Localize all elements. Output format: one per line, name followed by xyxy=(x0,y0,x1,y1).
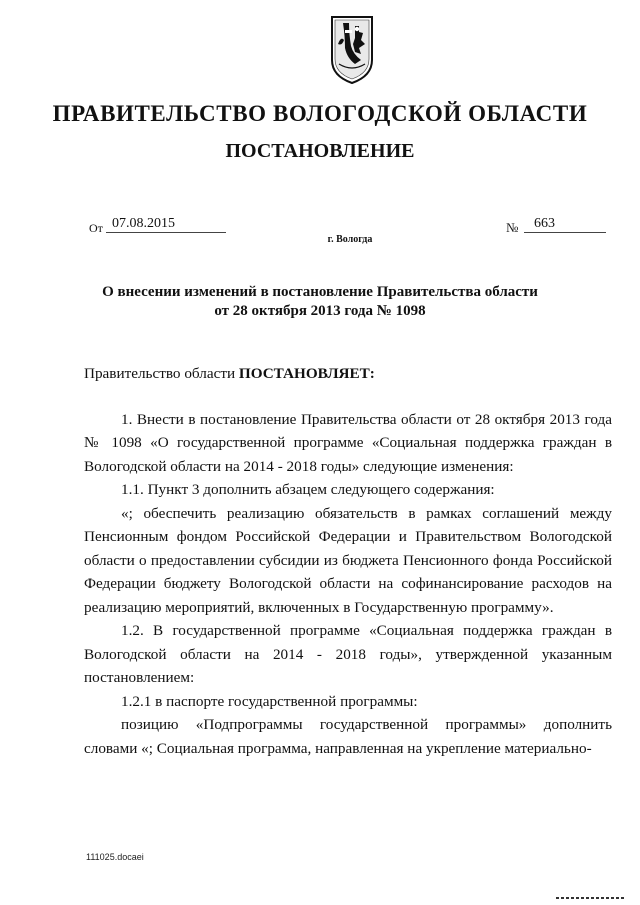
coat-of-arms-emblem xyxy=(329,14,375,86)
subject-line-2: от 28 октября 2013 года № 1098 xyxy=(214,303,426,319)
subject-line-1: О внесении изменений в постановление Правительства области xyxy=(102,284,538,300)
resolution-lead xyxy=(84,362,612,386)
organization-title: ПРАВИТЕЛЬСТВО ВОЛОГОДСКОЙ ОБЛАСТИ xyxy=(52,101,588,126)
document-number: 663 xyxy=(524,216,606,233)
document-date: 07.08.2015 xyxy=(106,216,226,233)
paragraph-1: 1. Внести в постановление Правительства области от 28 октября 2013 года № 1098 «О государственной программе «Социальная поддержка граждан в Вологодской области на 2014 - 2018 годы» следующие изменения: xyxy=(84,410,612,475)
number-label: № xyxy=(506,220,519,235)
paragraph-quote: «; обеспечить реализацию обязательств в рамках соглашений между Пенсионным фондом Российской Федерации и Правительством Вологодской области о предоставлении субсидии из бюджета Пенсионного фонда Российской Федерации бюджету Вологодской области на софинансирование расходов на реализацию мероприятий, включенных в Государственную программу». xyxy=(84,504,612,616)
paragraph-position: позицию «Подпрограммы государственной программы» дополнить словами «; Социальная программа, направленная на укрепление материально- xyxy=(84,716,612,757)
scan-artifact xyxy=(556,897,624,899)
document-subject xyxy=(80,283,560,321)
lead-text: Правительство области xyxy=(84,365,239,382)
paragraph-1-1: 1.1. Пункт 3 дополнить абзацем следующего содержания: xyxy=(121,481,495,498)
city-label: г. Вологда xyxy=(327,234,373,245)
file-code: 111025.docaei xyxy=(86,852,144,862)
date-label: От xyxy=(89,221,103,235)
lead-keyword: ПОСТАНОВЛЯЕТ: xyxy=(238,365,375,382)
paragraph-1-2-1: 1.2.1 в паспорте государственной программы: xyxy=(121,692,418,710)
paragraph-1-2: 1.2. В государственной программе «Социальная поддержка граждан в Вологодской области на 2014 - 2018 годы», утвержденной указанным постановлением: xyxy=(84,622,612,686)
document-type: ПОСТАНОВЛЕНИЕ xyxy=(225,140,415,162)
document-body xyxy=(84,362,612,760)
